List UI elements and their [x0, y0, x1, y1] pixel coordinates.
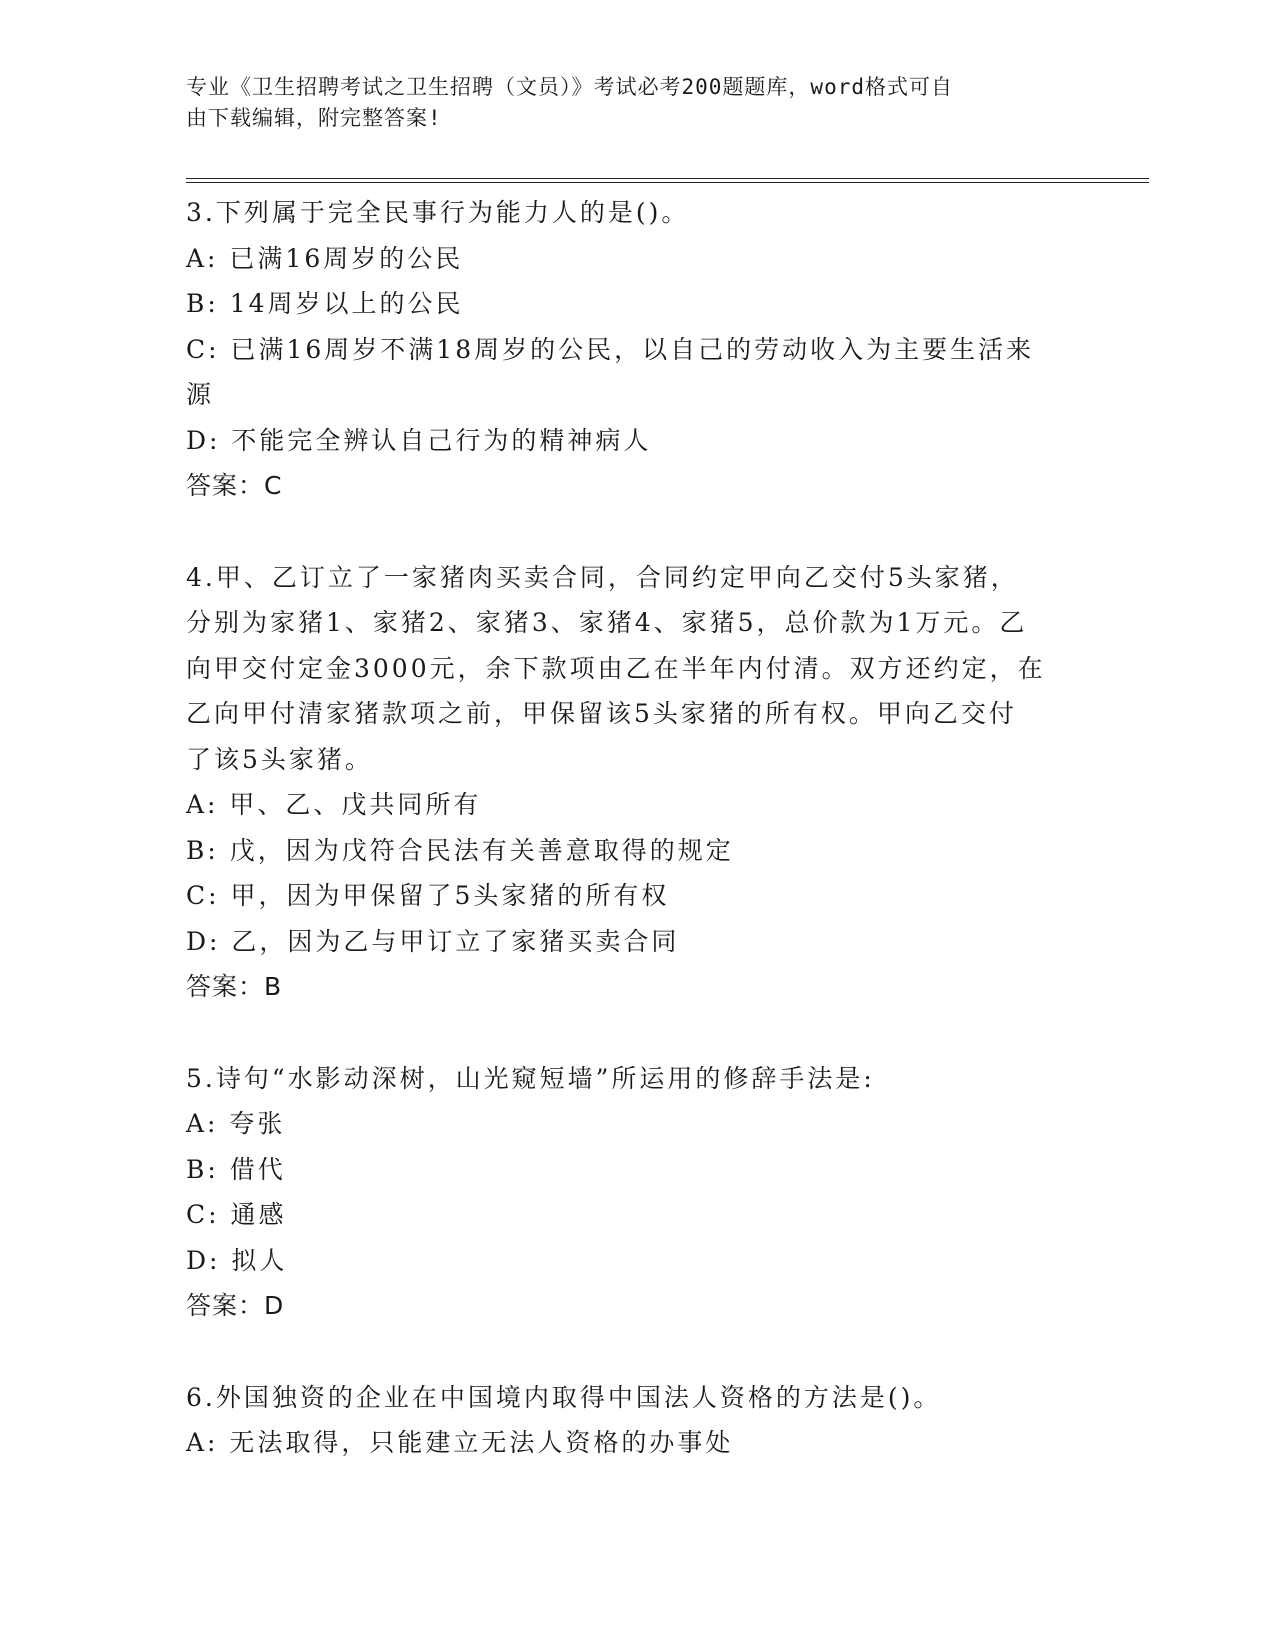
- option-line: B: 14周岁以上的公民: [186, 289, 464, 318]
- question-stem-line: 分别为家猪1、家猪2、家猪3、家猪4、家猪5，总价款为1万元。乙: [186, 608, 1028, 637]
- answer-line: 答案：C: [186, 471, 283, 500]
- question-spacer: [186, 509, 1086, 555]
- question-stem-line: 6.外国独资的企业在中国境内取得中国法人资格的方法是()。: [186, 1382, 942, 1412]
- question-spacer: [186, 1329, 1086, 1375]
- question-block: [186, 555, 1086, 1010]
- option-line: A: 已满16周岁的公民: [186, 243, 464, 273]
- question-block: [186, 1056, 1086, 1329]
- question-block: [186, 1375, 1086, 1466]
- question-stem-line: 4.甲、乙订立了一家猪肉买卖合同，合同约定甲向乙交付5头家猪，: [186, 562, 1019, 592]
- question-stem-line: 5.诗句“水影动深树，山光窥短墙”所运用的修辞手法是:: [186, 1063, 875, 1093]
- question-block: [186, 190, 1086, 509]
- option-line: D: 不能完全辨认自己行为的精神病人: [186, 425, 652, 455]
- option-line: C: 已满16周岁不满18周岁的公民，以自己的劳动收入为主要生活来: [186, 334, 1035, 364]
- question-stem-line: 乙向甲付清家猪款项之前，甲保留该5头家猪的所有权。甲向乙交付: [186, 699, 1017, 728]
- option-line: A: 夸张: [186, 1109, 286, 1138]
- option-line: A: 无法取得，只能建立无法人资格的办事处: [186, 1428, 734, 1457]
- option-line: C: 通感: [186, 1200, 287, 1229]
- option-line: 源: [186, 380, 215, 409]
- document-header: [186, 72, 1086, 134]
- header-line: 专业《卫生招聘考试之卫生招聘（文员）》考试必考200题题库，word格式可自: [186, 75, 953, 99]
- question-list: [186, 190, 1086, 1466]
- option-line: D: 乙，因为乙与甲订立了家猪买卖合同: [186, 926, 680, 956]
- header-divider: [186, 178, 1149, 183]
- option-line: A: 甲、乙、戊共同所有: [186, 790, 482, 819]
- question-spacer: [186, 1010, 1086, 1056]
- header-line: 由下载编辑，附完整答案!: [186, 106, 442, 130]
- option-line: C: 甲，因为甲保留了5头家猪的所有权: [186, 881, 670, 910]
- answer-line: 答案：B: [186, 972, 283, 1001]
- question-stem-line: 3.下列属于完全民事行为能力人的是()。: [186, 198, 690, 227]
- question-stem-line: 向甲交付定金3000元，余下款项由乙在半年内付清。双方还约定，在: [186, 653, 1046, 683]
- option-line: B: 戊，因为戊符合民法有关善意取得的规定: [186, 835, 734, 865]
- option-line: B: 借代: [186, 1154, 286, 1184]
- answer-line: 答案：D: [186, 1291, 285, 1320]
- question-stem-line: 了该5头家猪。: [186, 744, 373, 774]
- option-line: D: 拟人: [186, 1245, 288, 1275]
